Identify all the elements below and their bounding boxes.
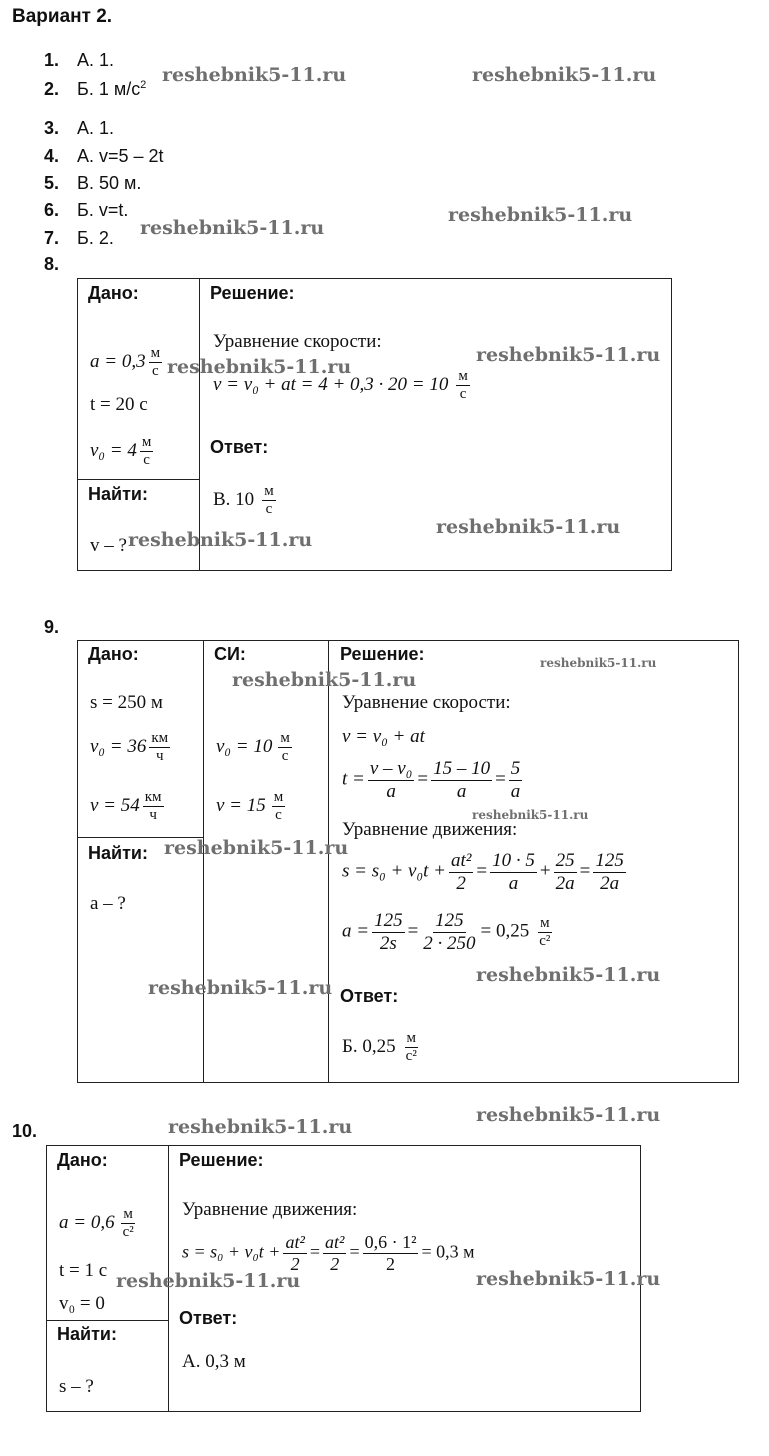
problem-10-solution-header: Решение: (179, 1150, 264, 1170)
answer-3-text: А. 1. (77, 118, 115, 138)
problem-10-equation: s = s₀ + v₀t + $\frac{\text{at²}}{2}$ = $\frac{\text{at²}}{2}$ = $\frac{\text{0,6 · 1²}}{2}$ = 0,3 м (182, 1232, 475, 1274)
watermark: reshebnik5-11.ru (128, 529, 313, 551)
watermark: reshebnik5-11.ru (168, 1116, 353, 1138)
problem-8-given-t: t = 20 c (90, 394, 148, 415)
watermark: reshebnik5-11.ru (232, 669, 417, 691)
answer-2-text: Б. 1 $м/с^2$ (77, 79, 147, 99)
problem-10-answer-header: Ответ: (179, 1308, 238, 1328)
problem-9-solution-header: Решение: (340, 644, 425, 664)
problem-10-answer: А. 0,3 м (182, 1351, 246, 1372)
answer-1-number: 1. (44, 50, 60, 70)
problem-9-answer-header: Ответ: (340, 986, 399, 1006)
watermark: reshebnik5-11.ru (476, 964, 661, 986)
watermark: reshebnik5-11.ru (162, 64, 347, 86)
answer-2-number: 2. (44, 79, 60, 99)
watermark: reshebnik5-11.ru (476, 1104, 661, 1126)
problem-9-answer: Б. 0,25 $\frac{м}{\text{c²}}$ (342, 1030, 417, 1065)
problem-9-t-expr: t = $\frac{\text{v – v₀}}{a}$ = $\frac{15 - 10}{a}$ = $\frac{5}{a}$ (342, 758, 521, 802)
watermark: reshebnik5-11.ru (164, 837, 349, 859)
problem-9-speed-eq: v = v₀ + at (342, 726, 425, 747)
problem-8-given-v0: v₀ = 4 $\frac{м}{c}$ (90, 434, 152, 469)
problem-9-motion-eq: s = s₀ + v₀t + $\frac{\text{at²}}{2}$ = $\frac{10 \cdot 5}{a}$ + $\frac{25}{2a}$ = $\frac{125}{2a}$ (342, 850, 624, 894)
answer-6-number: 6. (44, 200, 60, 220)
problem-10-given-divider (46, 1320, 168, 1321)
problem-10-given-a: a = 0,6 $\frac{м}{\text{c²}}$ (59, 1206, 134, 1241)
answer-3-number: 3. (44, 118, 60, 138)
problem-9-si-v: v = 15 $\frac{м}{c}$ (216, 789, 284, 824)
answer-5-number: 5. (44, 173, 60, 193)
answer-6-text: Б. v=t. (77, 200, 129, 220)
watermark: reshebnik5-11.ru (436, 516, 621, 538)
watermark: reshebnik5-11.ru (476, 1268, 661, 1290)
watermark: reshebnik5-11.ru (476, 344, 661, 366)
watermark: reshebnik5-11.ru (167, 356, 352, 378)
problem-8-divider (199, 278, 200, 571)
watermark: reshebnik5-11.ru (116, 1270, 301, 1292)
problem-9-motion-title: Уравнение движения: (342, 819, 518, 840)
problem-10-find-header: Найти: (57, 1324, 117, 1344)
problem-9-speed-title: Уравнение скорости: (342, 692, 511, 713)
problem-8-solution-title: Уравнение скорости: (213, 331, 382, 352)
answer-9-number: 9. (44, 617, 60, 637)
watermark: reshebnik5-11.ru (540, 656, 657, 670)
problem-10-given-header: Дано: (57, 1150, 108, 1170)
problem-8-solution-header: Решение: (210, 283, 295, 303)
problem-9-divider-1 (203, 640, 204, 1083)
watermark: reshebnik5-11.ru (448, 204, 633, 226)
problem-8-given-divider (77, 479, 199, 480)
problem-8-answer: В. 10 $\frac{м}{c}$ (213, 483, 274, 518)
problem-9-divider-2 (328, 640, 329, 1083)
problem-10-given-v0: v₀ = 0 (59, 1293, 105, 1314)
problem-8-equation: v = v₀ + at = 4 + 0,3 · 20 = 10 $\frac{м}{c}$ (213, 368, 468, 403)
problem-8-given-header: Дано: (88, 283, 139, 303)
problem-9-si-header: СИ: (214, 644, 246, 664)
problem-8-find: v – ? (90, 535, 127, 556)
problem-9-si-v0: v₀ = 10 $\frac{м}{c}$ (216, 730, 290, 765)
answer-7-number: 7. (44, 228, 60, 248)
watermark: reshebnik5-11.ru (140, 217, 325, 239)
watermark: reshebnik5-11.ru (472, 64, 657, 86)
problem-10-given-t: t = 1 c (59, 1260, 108, 1281)
problem-8-find-header: Найти: (88, 484, 148, 504)
problem-9-given-v: v = 54 $\frac{км}{ч}$ (90, 789, 162, 824)
problem-10-solution-title: Уравнение движения: (182, 1199, 358, 1220)
answer-7-text: Б. 2. (77, 228, 114, 248)
problem-9-a-expr: a = $\frac{125}{2s}$ = $\frac{125}{2 \cdot 250}$ = 0,25 $\frac{м}{\text{c²}}$ (342, 910, 551, 954)
problem-9-given-s: s = 250 м (90, 692, 163, 713)
problem-8-answer-header: Ответ: (210, 437, 269, 457)
watermark: reshebnik5-11.ru (472, 808, 589, 822)
problem-10-find: s – ? (59, 1376, 94, 1397)
answer-10-number: 10. (12, 1121, 38, 1141)
page-title: Вариант 2. (12, 6, 113, 27)
problem-8-given-a: a = 0,3 $\frac{м}{c}$ (90, 345, 161, 380)
answer-4-number: 4. (44, 146, 60, 166)
problem-9-find-header: Найти: (88, 843, 148, 863)
problem-9-find: a – ? (90, 893, 126, 914)
watermark: reshebnik5-11.ru (148, 977, 333, 999)
problem-9-given-header: Дано: (88, 644, 139, 664)
answer-5-text: В. 50 м. (77, 173, 142, 193)
problem-9-given-v0: v₀ = 36 $\frac{км}{ч}$ (90, 730, 169, 765)
answer-8-number: 8. (44, 254, 60, 274)
answer-4-text: А. v=5 – 2t (77, 146, 164, 166)
answer-1-text: А. 1. (77, 50, 115, 70)
